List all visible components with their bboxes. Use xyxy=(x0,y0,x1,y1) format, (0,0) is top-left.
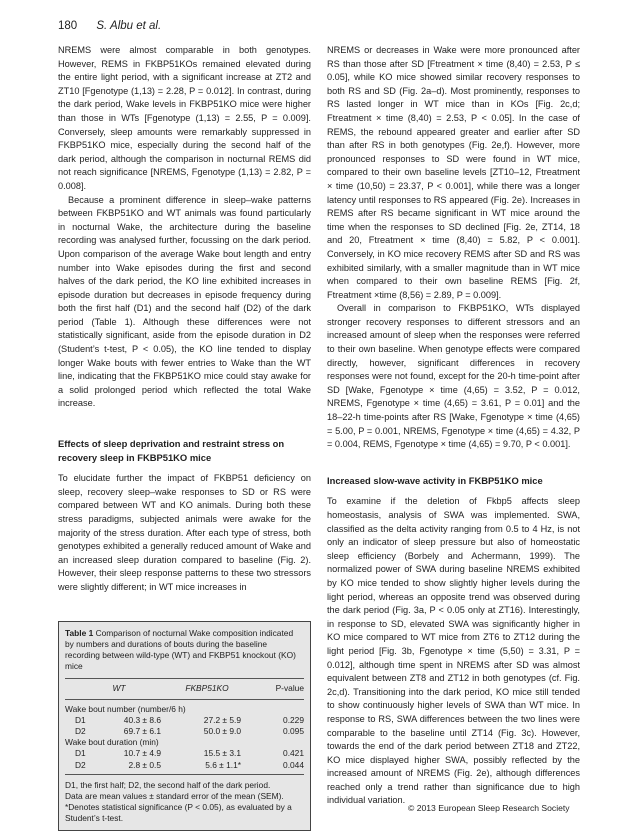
table-footnote: D1, the first half; D2, the second half of the dark period. xyxy=(65,779,271,790)
table-row xyxy=(65,760,304,771)
table-caption-text: Comparison of nocturnal Wake composition indicated by numbers and durations of bouts during the baseline recording between wild-type (WT) and FKBP51 knockout (KO) mice xyxy=(65,627,296,672)
section-heading-slow-wave-activity: Increased slow-wave activity in FKBP51KO mice xyxy=(327,474,543,486)
table-1 xyxy=(58,621,311,831)
copyright-notice: © 2013 European Sleep Research Society xyxy=(408,803,570,813)
page-header xyxy=(58,20,161,32)
row-label: D2 xyxy=(75,759,86,770)
column-header-wt: WT xyxy=(112,683,126,694)
cell-ko: 15.5 ± 3.1 xyxy=(203,748,241,759)
table-group-label: Wake bout duration (min) xyxy=(65,737,159,748)
cell-p-value: 0.044 xyxy=(283,759,304,770)
table-footnotes xyxy=(65,780,304,825)
left-paragraph-3: To elucidate further the impact of FKBP51 deficiency on sleep, recovery sleep–wake responses to SD or RS were compared between WT and KO animals. During both these stress paradigms, subjected animals were awake for the majority of the stress duration. After each type of stress, both genotypes exhibited a generally reduced amount of Wake and an increased sleep duration compared to baseline (Fig. 2). However, their sleep response patterns to these two stressors were slightly different; in WT mice increases in xyxy=(58,473,311,592)
table-row xyxy=(65,715,304,726)
cell-p-value: 0.095 xyxy=(283,725,304,736)
right-paragraph-3: To examine if the deletion of Fkbp5 affects sleep homeostasis, analysis of SWA was implemented. SWA, classified as the delta activity ranging from 0.5 to 4 Hz, is not only an indicator of sleep pressure but also of homeostatic sleep efficiency (Borbely and Achermann, 1999). The normalized power of SWA during baseline NREMS exhibited by KO mice tended to show slightly higher levels during the light period, whereas an opposite trend was observed during the dark period (Fig. 3a, P < 0.05 only at ZT16). Interestingly, in response to SD, elevated SWA was significantly higher in KO mice compared to WT mice from ZT6 to ZT12 during the light period [Fig. 3b, Fgenotype × time (5,50) = 3.31, P = 0.012], although time spent in NREMS after SD was almost equivalent between ZT8 and ZT12 in both genotypes (cf. Fig. 2c,d). Transitioning into the dark period, KO mice still tended to show continuously higher levels of SWA than WT mice. In response to RS, SWA differences between the two lines were comparable to the baseline until ZT14 (Fig. 3c). However, towards the end of the dark period between ZT18 and ZT22, KO mice displayed higher SWA, possibly reflected by the increased amount of NREMS (Fig. 2e), although differences reached only a trend rather than significance due to high individual variation. xyxy=(327,496,580,806)
table-grid xyxy=(65,678,304,774)
cell-wt: 10.7 ± 4.9 xyxy=(123,748,161,759)
cell-wt: 40.3 ± 8.6 xyxy=(123,714,161,725)
cell-wt: 69.7 ± 6.1 xyxy=(123,725,161,736)
running-head: S. Albu et al. xyxy=(96,20,162,32)
cell-ko: 27.2 ± 5.9 xyxy=(203,714,241,725)
column-header-ko: FKBP51KO xyxy=(185,683,229,694)
row-label: D2 xyxy=(75,725,86,736)
table-caption xyxy=(65,628,304,673)
table-row xyxy=(65,748,304,759)
left-paragraph-1: NREMS were almost comparable in both genotypes. However, REMS in FKBP51KOs remained elevated during the entire light period, with a significant increase at ZT2 and ZT10 [Fgenotype (1,13) = 2.28, P = 0.012]. In contrast, during the dark period, Wake levels in FKBP51KO mice were higher than those in WTs [Fgenotype (1,13) = 2.55, P = 0.009]. Conversely, sleep amounts were remarkably suppressed in FKBP51KO mice, especially during the second half of the dark period, although the comparison in nocturnal REMS did not reach significance [NREMS, Fgenotype (1,13) = 2.82, P = 0.008]. xyxy=(58,45,311,191)
cell-wt: 2.8 ± 0.5 xyxy=(128,759,161,770)
row-label: D1 xyxy=(75,748,86,759)
table-footnote: *Denotes statistical significance (P < 0.05), as evaluated by a Student’s t-test. xyxy=(65,802,292,824)
left-column xyxy=(58,44,311,831)
right-paragraph-2: Overall in comparison to FKBP51KO, WTs displayed stronger recovery responses to different stressors and an increased amount of sleep when the responses were referred to their own baseline. When genotype effects were compared directly, however, significant differences in recovery responses were not found, except for the 20-h time-point after SD [Wake, Fgenotype × time (4,65) = 3.52, P = 0.012, NREMS, Fgenotype × time (4,65) = 3.61, P = 0.01] and the 18–22-h time-points after RS [Wake, Fgenotype × time (4,65) = 5.00, P = 0.001, NREMS, Fgenotype × time (4,65) = 4.32, P = 0.004, REMS, Fgenotype × time (4,65) = 9.70, P < 0.001]. xyxy=(327,303,580,450)
cell-ko: 5.6 ± 1.1* xyxy=(205,759,241,770)
cell-p-value: 0.421 xyxy=(283,748,304,759)
table-body xyxy=(65,700,304,774)
section-heading-sleep-deprivation: Effects of sleep deprivation and restraint stress on recovery sleep in FKBP51KO mice xyxy=(58,438,285,463)
table-row xyxy=(65,726,304,737)
cell-ko: 50.0 ± 9.0 xyxy=(203,725,241,736)
table-label: Table 1 xyxy=(65,627,94,638)
column-header-p-value: P-value xyxy=(275,683,304,694)
table-group-label: Wake bout number (number/6 h) xyxy=(65,703,186,714)
row-label: D1 xyxy=(75,714,86,725)
right-column xyxy=(327,44,580,808)
right-paragraph-1: NREMS or decreases in Wake were more pronounced after RS than those after SD [Ftreatment × time (8,40) = 2.53, P ≤ 0.05], while KO mice showed similar recovery responses to both RS and SD (Fig. 2a–d). Most prominently, responses to RS lasted longer in WT mice than in KOs [Fig. 2c,d; Ftreatment × time (8,40) = 2.53, P < 0.05]. In the case of REMS, the rebound appeared greater and earlier after SD than after RS in both genotypes (Fig. 2e,f). However, more pronounced responses to SD were found in WT mice, compared to their own baseline levels [ZT10–12, Ftreatment × time (10,50) = 23.37, P < 0.001], while there was a longer latency until responses to RS appeared (Fig. 2e). Increases in REMS after RS became significant in WT mice around the time when the responses to SD declined [Fig. 2e, ZT14, 18 and 20, Ftreatment × time (8,40) = 5.82, P < 0.001]. Conversely, in KO mice recovery REMS after SD and RS was exhibited similarly, with a smaller magnitude than in WT mice when compared to their own baseline REMS [Fig. 2f, Ftreatment ×time (8,56) = 2.89, P = 0.009]. xyxy=(327,45,580,300)
left-paragraph-2: Because a prominent difference in sleep–wake patterns between FKBP51KO and WT animals was found particularly in nocturnal Wake, the architecture during the baseline recording was analysed further, focussing on the dark period. Upon comparison of the average Wake bout length and entry number into Wake episodes during the first and second halves of the dark period, the KO line exhibited increases in episode duration but decreases in episode frequency during both the first half (D1) and the second half (D2) of the dark period (Table 1). Although these differences were not statistically significant, aside from the episode duration in D2 (Student’s t-test, P < 0.05), the KO line tended to display longer Wake bouts with fewer entries to Wake than the WT line, indicating that the FKBP51KO mice could stay awake for a solid prolonged period which reflected the total Wake increase. xyxy=(58,194,311,409)
page-number: 180 xyxy=(58,20,78,32)
cell-p-value: 0.229 xyxy=(283,714,304,725)
table-footnote: Data are mean values ± standard error of the mean (SEM). xyxy=(65,791,284,801)
table-header-row xyxy=(65,679,304,699)
